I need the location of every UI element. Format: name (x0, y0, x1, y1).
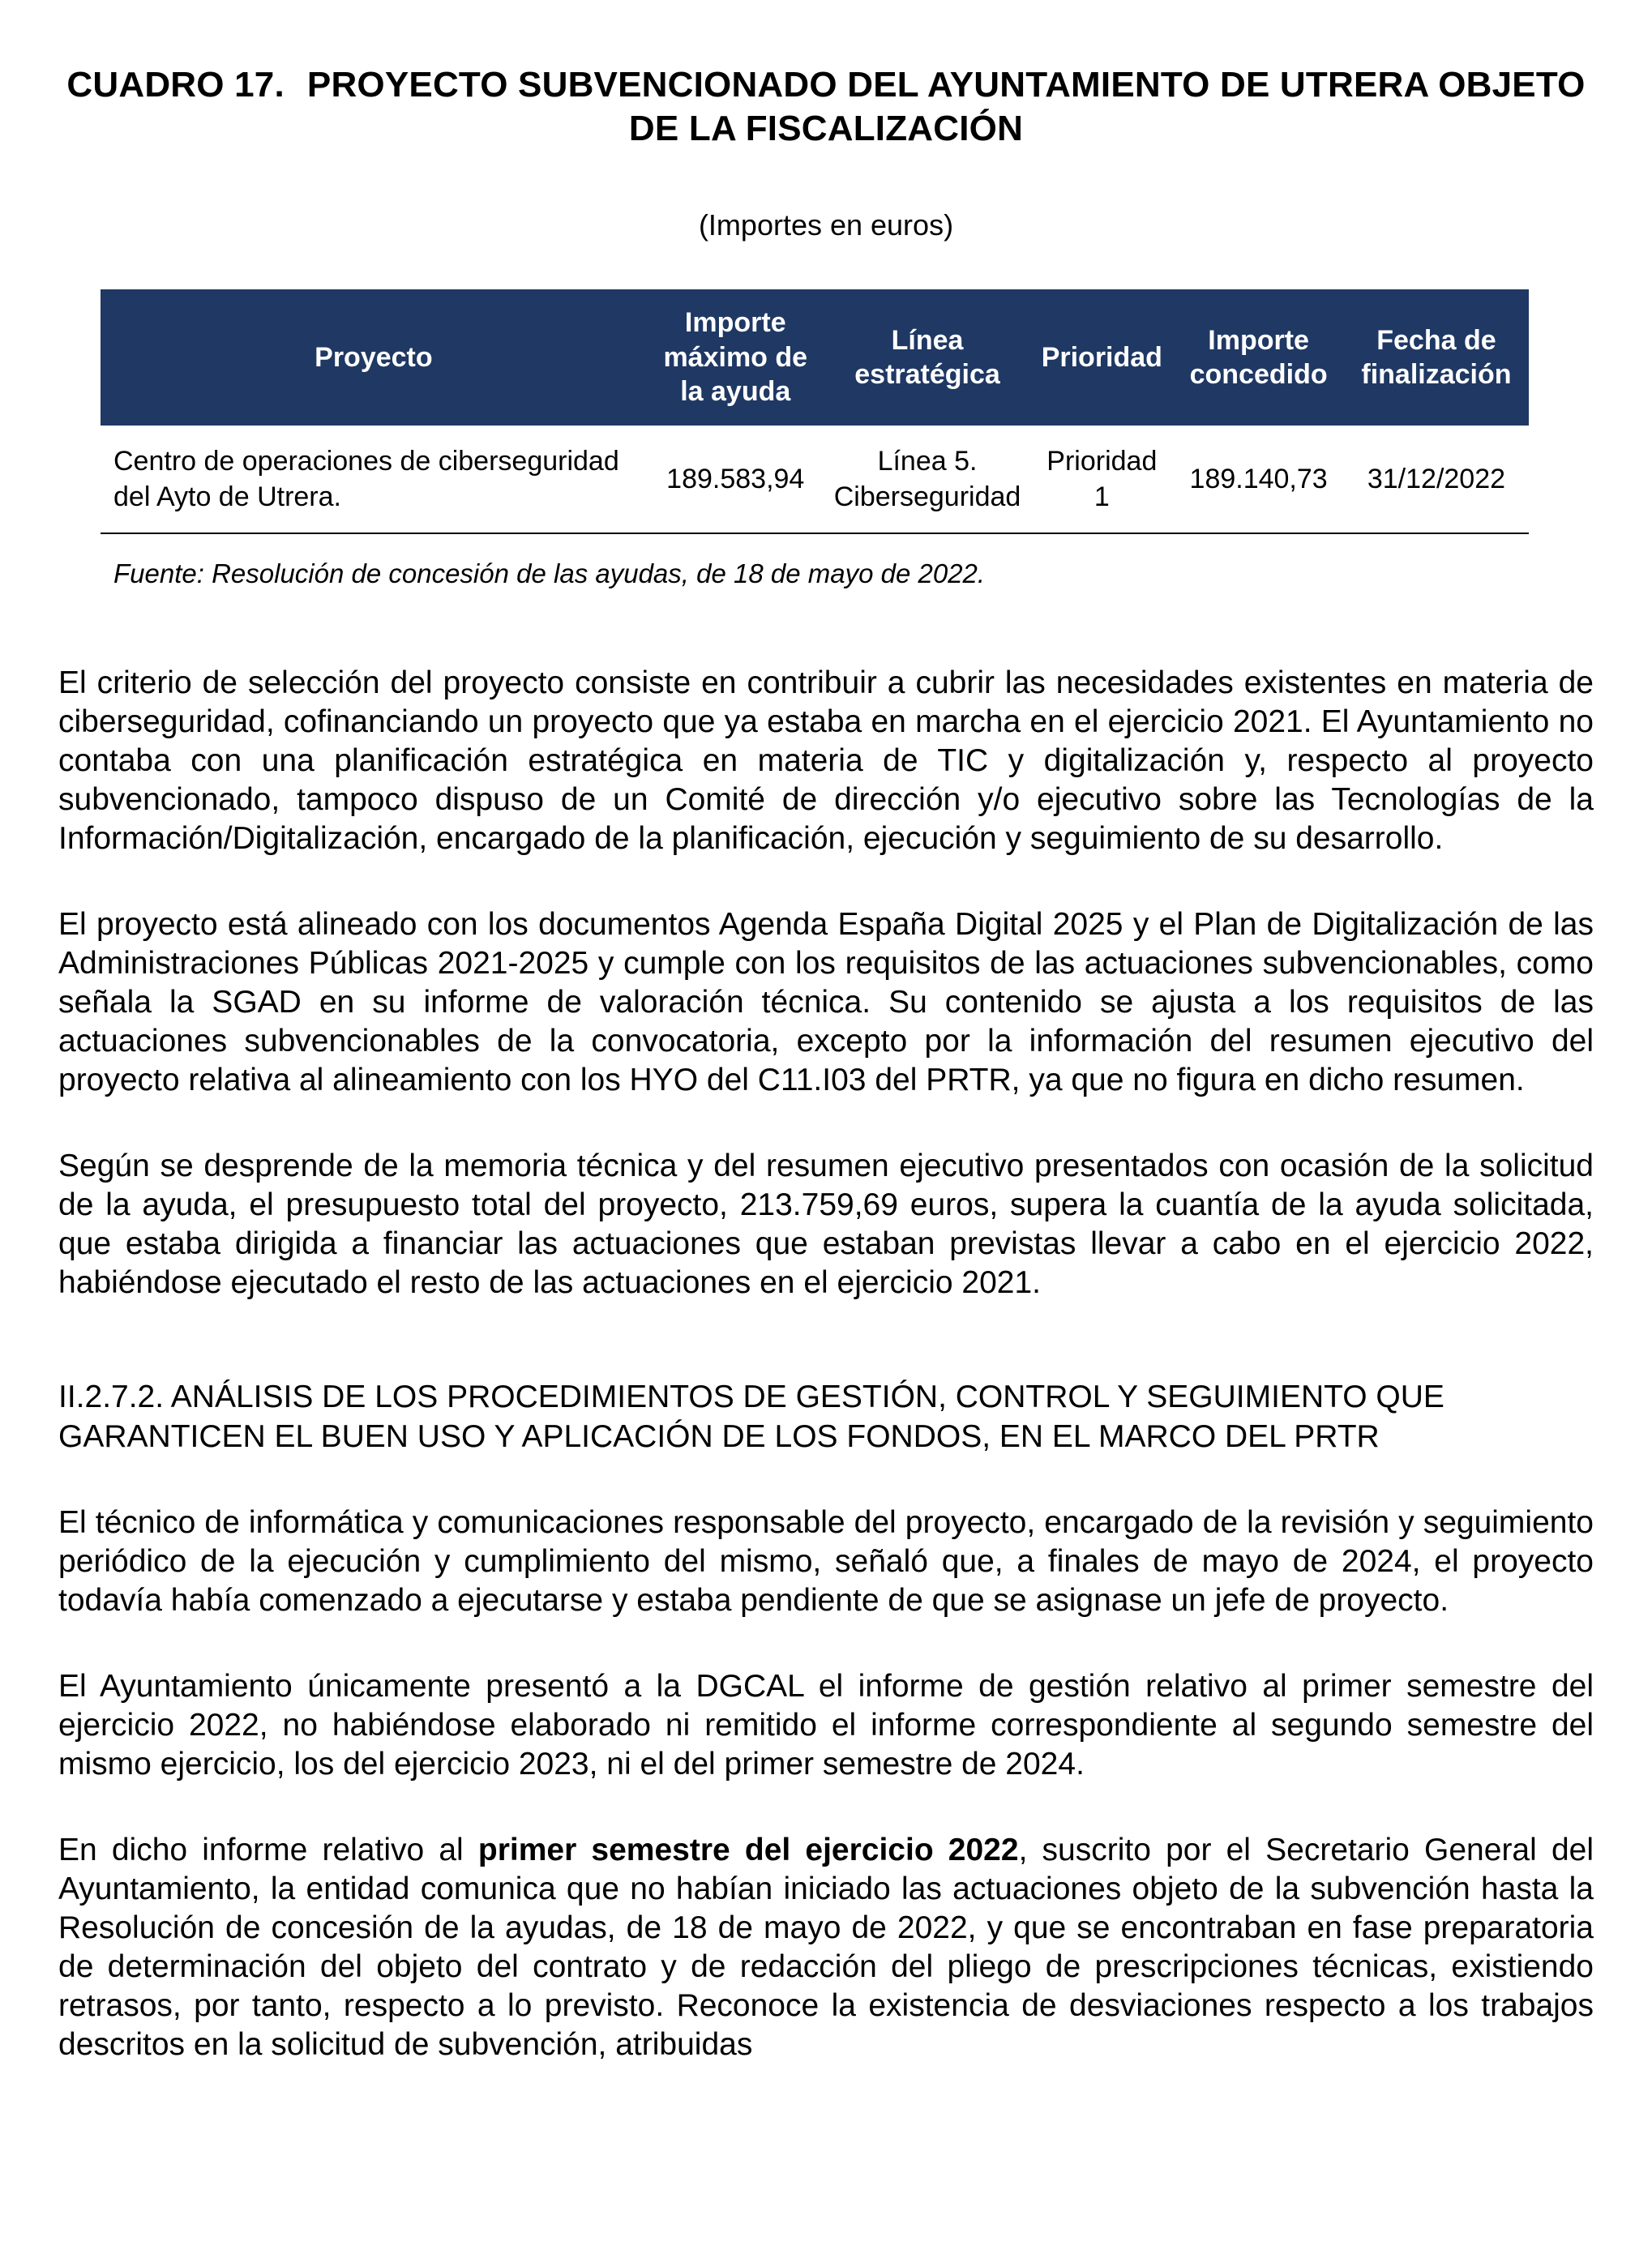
paragraph-presupuesto: Según se desprende de la memoria técnica y del resumen ejecutivo presentados con ocasión de la solicitud de la ayuda, el presupuesto total del proyecto, 213.759,69 euros, supera la cuantía de la ayuda solicitada, que estaba dirigida a financiar las actuaciones que estaban previstas llevar a cabo en el ejercicio 2022, habiéndose ejecutado el resto de las actuaciones en el ejercicio 2021. (58, 1149, 1594, 1301)
cell-linea-estrategica: Línea 5. Ciberseguridad (824, 426, 1031, 533)
table-source-note: Fuente: Resolución de concesión de las ayudas, de 18 de mayo de 2022. (113, 558, 986, 589)
cuadro-title (58, 63, 1594, 150)
paragraph-alineamiento: El proyecto está alineado con los documentos Agenda España Digital 2025 y el Plan de Digitalización de las Administraciones Públicas 2021-2025 y cumple con los requisitos de las actuaciones subvencionables, como señala la SGAD en su informe de valoración técnica. Su contenido se ajusta a los requisitos de las actuaciones subvencionables de la convocatoria, excepto por la información del resumen ejecutivo del proyecto relativa al alineamiento con los HYO del C11.I03 del PRTR, ya que no figura en dicho resumen. (58, 907, 1594, 1098)
paragraph-run-post: , suscrito por el Secretario General del Ayuntamiento, la entidad comunica que no habían iniciado las actuaciones objeto de la subvención hasta la Resolución de concesión de la ayudas, de 18 de mayo de 2022, y que se encontraban en fase preparatoria de determinación del objeto del contrato y de redacción del pliego de prescripciones técnicas, existiendo retrasos, por tanto, respecto a lo previsto. Reconoce la existencia de desviaciones respecto a los trabajos descritos en la solicitud de subvención, atribuidas (58, 1833, 1594, 2063)
cell-prioridad: Prioridad 1 (1030, 426, 1173, 533)
col-header-linea-estrategica: Línea estratégica (824, 289, 1031, 426)
col-header-proyecto: Proyecto (101, 289, 647, 426)
col-header-importe-concedido: Importe concedido (1173, 289, 1344, 426)
table-row (101, 426, 1529, 533)
paragraph-run-pre: En dicho informe relativo al (58, 1833, 478, 1868)
cuadro-title-label: CUADRO 17. (66, 65, 285, 105)
table-units-subtitle: (Importes en euros) (698, 208, 954, 242)
section-heading-ii-2-7-2: II.2.7.2. ANÁLISIS DE LOS PROCEDIMIENTOS DE GESTIÓN, CONTROL Y SEGUIMIENTO QUE GARANTICEN EL BUEN USO Y APLICACIÓN DE LOS FONDOS, EN EL MARCO DEL PRTR (58, 1380, 1444, 1455)
cuadro-table-block (101, 289, 1529, 534)
cell-importe-maximo: 189.583,94 (647, 426, 824, 533)
cell-importe-concedido: 189.140,73 (1173, 426, 1344, 533)
table-header-row (101, 289, 1529, 426)
cuadro-title-text: PROYECTO SUBVENCIONADO DEL AYUNTAMIENTO DE UTRERA OBJETO DE LA FISCALIZACIÓN (306, 65, 1586, 148)
col-header-importe-maximo: Importe máximo de la ayuda (647, 289, 824, 426)
col-header-prioridad: Prioridad (1030, 289, 1173, 426)
paragraph-informe-primer-semestre (58, 1831, 1594, 2064)
cell-proyecto: Centro de operaciones de ciberseguridad del Ayto de Utrera. (101, 426, 647, 533)
cell-fecha-finalizacion: 31/12/2022 (1344, 426, 1529, 533)
paragraph-tecnico-informatica: El técnico de informática y comunicaciones responsable del proyecto, encargado de la revisión y seguimiento periódico de la ejecución y cumplimiento del mismo, señaló que, a finales de mayo de 2024, el proyecto todavía había comenzado a ejecutarse y estaba pendiente de que se asignase un jefe de proyecto. (58, 1505, 1594, 1619)
paragraph-criterio-seleccion: El criterio de selección del proyecto consiste en contribuir a cubrir las necesidades existentes en materia de ciberseguridad, cofinanciando un proyecto que ya estaba en marcha en el ejercicio 2021. El Ayuntamiento no contaba con una planificación estratégica en materia de TIC y digitalización y, respecto al proyecto subvencionado, tampoco dispuso de un Comité de dirección y/o ejecutivo sobre las Tecnologías de la Información/Digitalización, encargado de la planificación, ejecución y seguimiento de su desarrollo. (58, 665, 1594, 857)
paragraph-run-bold: primer semestre del ejercicio 2022 (477, 1833, 1019, 1868)
paragraph-informe-gestion: El Ayuntamiento únicamente presentó a la DGCAL el informe de gestión relativo al primer semestre del ejercicio 2022, no habiéndose elaborado ni remitido el informe correspondiente al segundo semestre del mismo ejercicio, los del ejercicio 2023, ni el del primer semestre de 2024. (58, 1669, 1594, 1782)
col-header-fecha-finalizacion: Fecha de finalización (1344, 289, 1529, 426)
cuadro-17-table (101, 289, 1529, 534)
